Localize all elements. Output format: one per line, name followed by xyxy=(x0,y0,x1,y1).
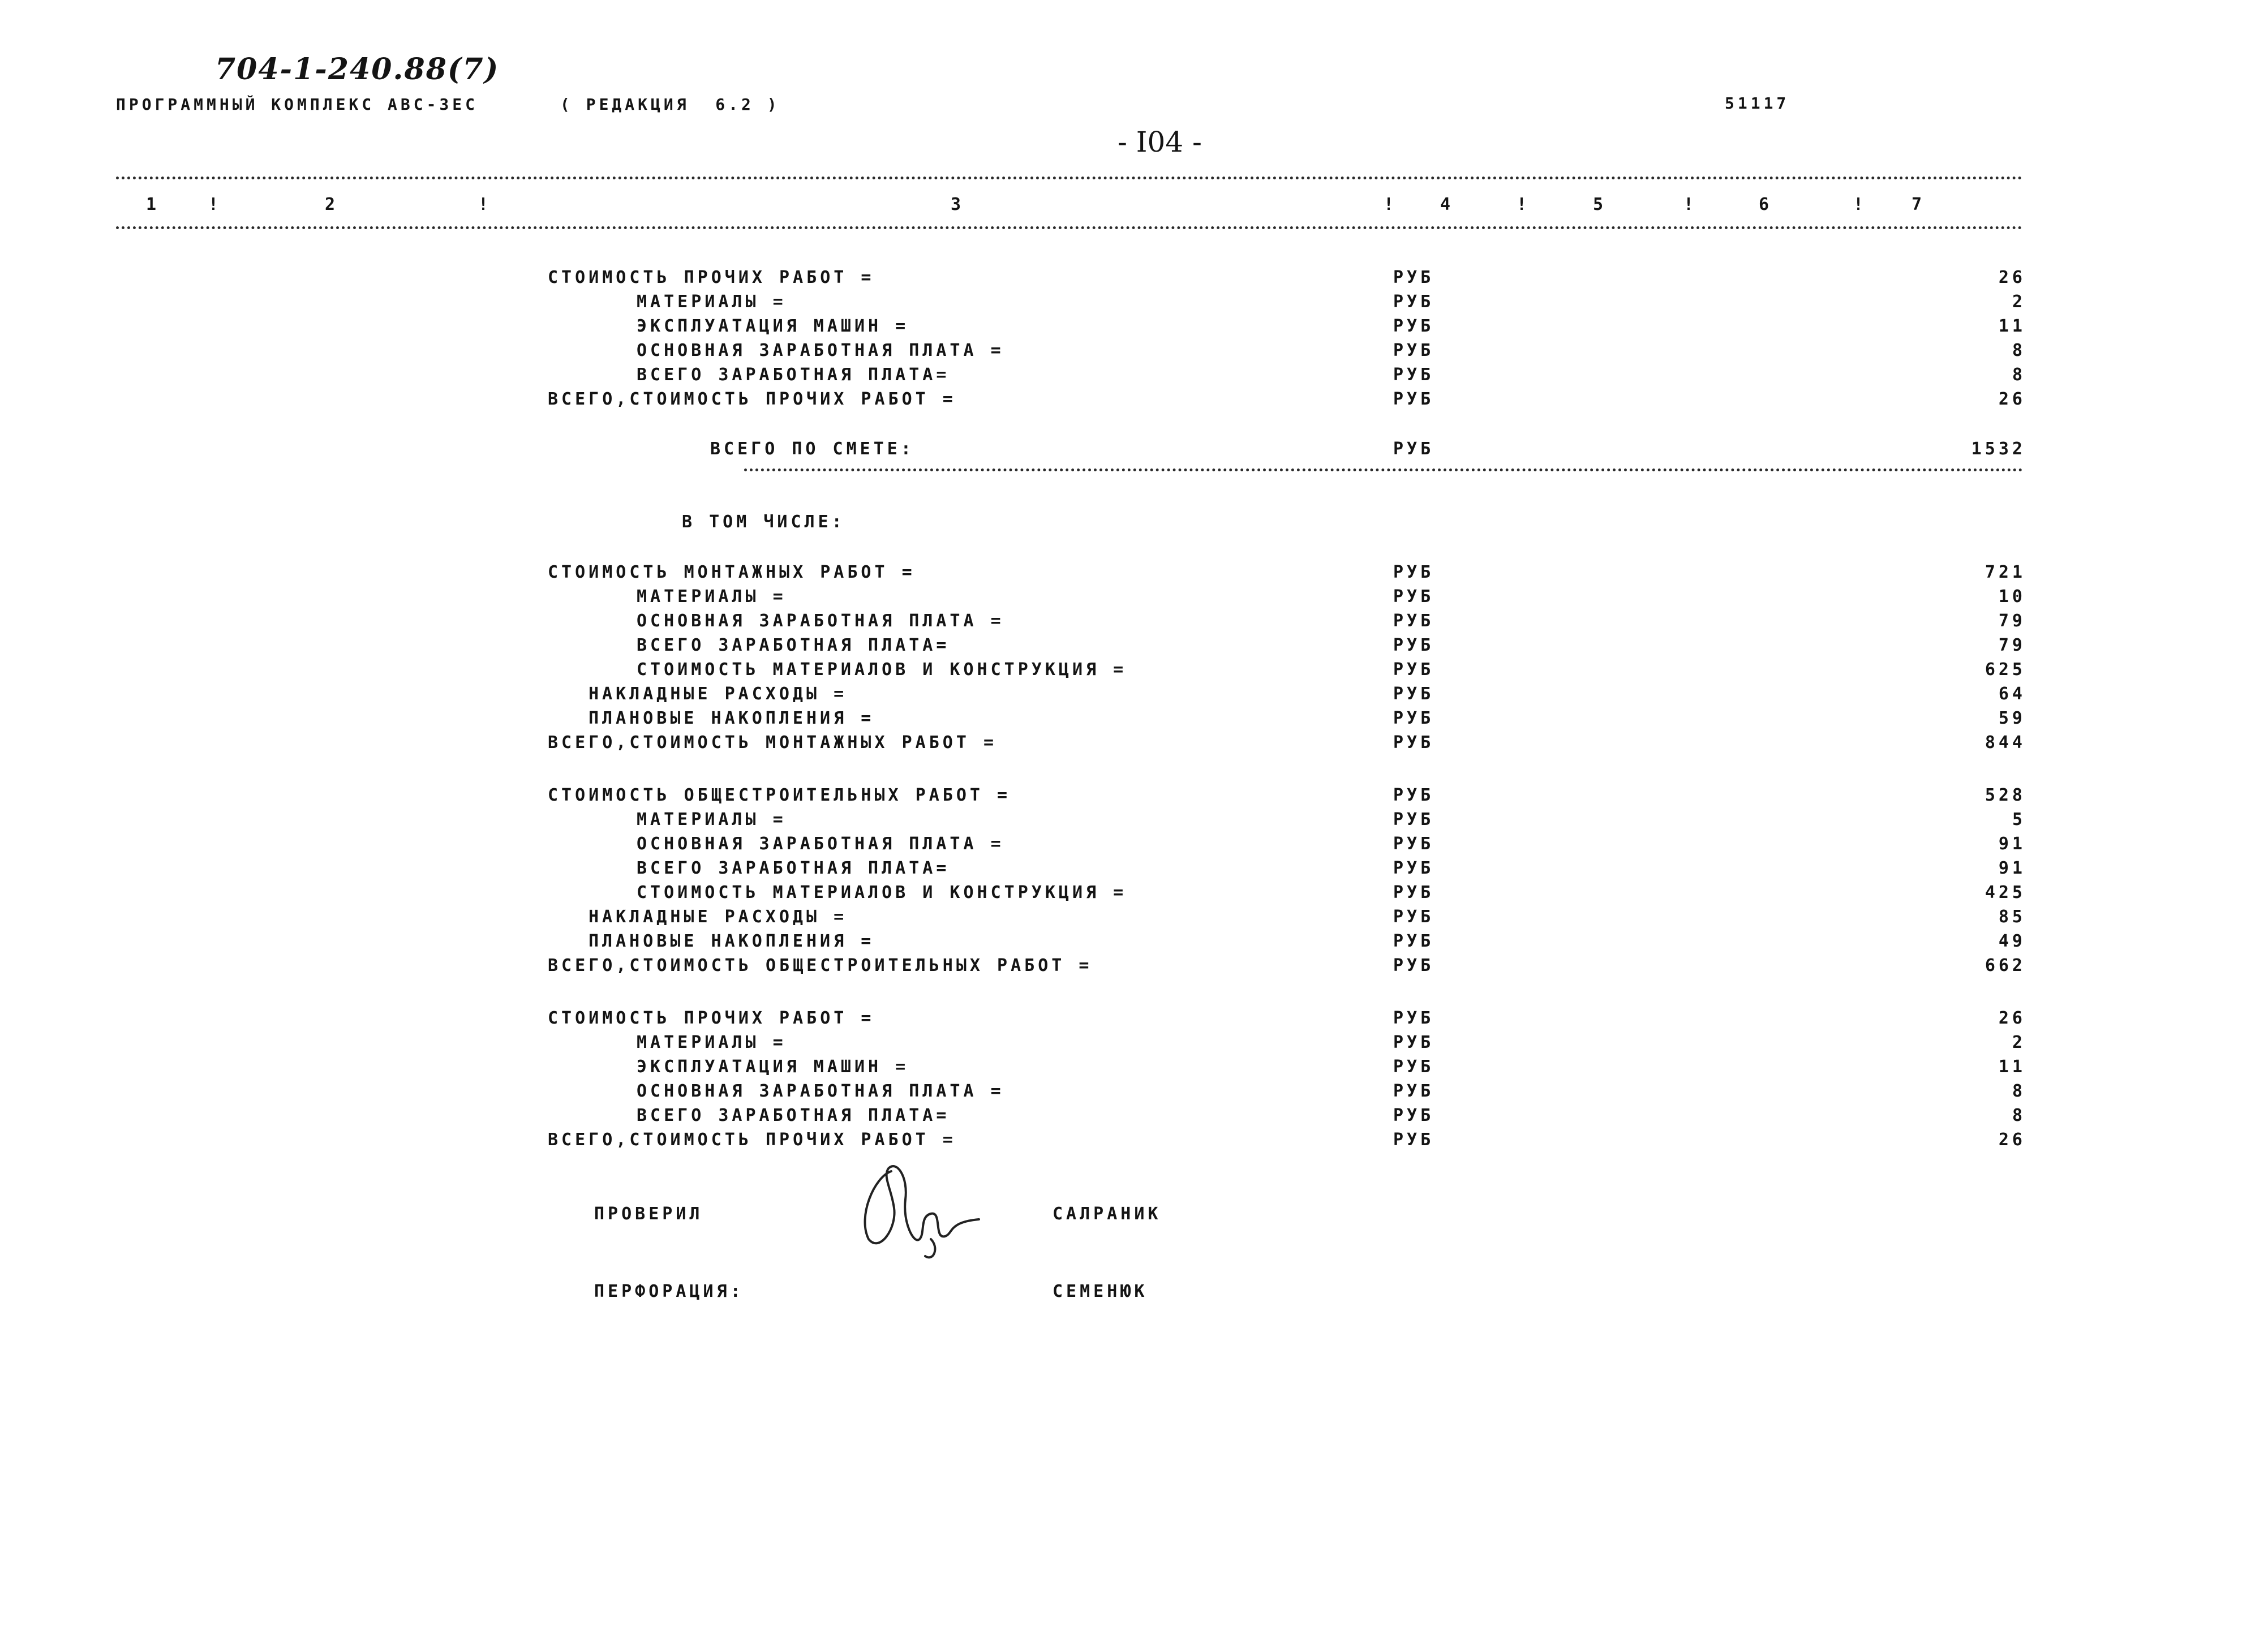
unit-cell: РУБ xyxy=(1393,883,1434,902)
col-sep: ! xyxy=(1853,195,1867,214)
row-label: ВСЕГО,СТОИМОСТЬ ПРОЧИХ РАБОТ = xyxy=(548,389,956,409)
unit-cell: РУБ xyxy=(1393,733,1434,753)
unit-cell: РУБ xyxy=(1393,268,1434,287)
value-cell: 91 xyxy=(1998,858,2026,878)
row-label: ПЛАНОВЫЕ НАКОПЛЕНИЯ = xyxy=(589,931,875,951)
unit-cell: РУБ xyxy=(1393,1008,1434,1028)
row-label: ОСНОВНАЯ ЗАРАБОТНАЯ ПЛАТА = xyxy=(637,341,1004,360)
signature-image xyxy=(835,1154,987,1267)
row-label: МАТЕРИАЛЫ = xyxy=(637,810,787,829)
row-label: ВСЕГО ЗАРАБОТНАЯ ПЛАТА= xyxy=(637,365,950,385)
value-cell: 91 xyxy=(1998,834,2026,854)
value-cell: 26 xyxy=(1998,1130,2026,1150)
col-4: 4 xyxy=(1440,195,1454,214)
row-label: ОСНОВНАЯ ЗАРАБОТНАЯ ПЛАТА = xyxy=(637,611,1004,631)
col-sep: ! xyxy=(478,195,492,214)
value-cell: 2 xyxy=(2012,1033,2026,1052)
subheading: В ТОМ ЧИСЛЕ: xyxy=(682,512,845,532)
value-cell: 26 xyxy=(1998,389,2026,409)
row-label: СТОИМОСТЬ МОНТАЖНЫХ РАБОТ = xyxy=(548,562,916,582)
unit-cell: РУБ xyxy=(1393,439,1434,459)
page-number: - I04 - xyxy=(1118,126,1202,158)
value-cell: 5 xyxy=(2012,810,2026,829)
row-label: МАТЕРИАЛЫ = xyxy=(637,587,787,607)
col-sep: ! xyxy=(1384,195,1398,214)
value-cell: 721 xyxy=(1984,562,2026,582)
value-cell: 26 xyxy=(1998,268,2026,287)
col-sep: ! xyxy=(1683,195,1698,214)
value-cell: 8 xyxy=(2012,1106,2026,1125)
value-cell: 85 xyxy=(1998,907,2026,927)
perforation-name: СЕМЕНЮК xyxy=(1053,1282,1148,1301)
row-label: ВСЕГО ЗАРАБОТНАЯ ПЛАТА= xyxy=(637,858,950,878)
row-label: ВСЕГО,СТОИМОСТЬ МОНТАЖНЫХ РАБОТ = xyxy=(548,733,998,753)
top-rule xyxy=(116,177,2023,179)
total-rule xyxy=(744,469,2023,471)
value-cell: 2 xyxy=(2012,292,2026,312)
value-cell: 625 xyxy=(1984,660,2026,680)
unit-cell: РУБ xyxy=(1393,562,1434,582)
row-label: ВСЕГО ЗАРАБОТНАЯ ПЛАТА= xyxy=(637,635,950,655)
row-label: СТОИМОСТЬ МАТЕРИАЛОВ И КОНСТРУКЦИЯ = xyxy=(637,660,1127,680)
row-label: СТОИМОСТЬ ОБЩЕСТРОИТЕЛЬНЫХ РАБОТ = xyxy=(548,785,1011,805)
unit-cell: РУБ xyxy=(1393,1057,1434,1077)
checked-label: ПРОВЕРИЛ xyxy=(594,1204,703,1224)
row-label: ВСЕГО,СТОИМОСТЬ ПРОЧИХ РАБОТ = xyxy=(548,1130,956,1150)
handwritten-code: 704-1-240.88(7) xyxy=(215,52,500,87)
unit-cell: РУБ xyxy=(1393,785,1434,805)
row-label: ВСЕГО ЗАРАБОТНАЯ ПЛАТА= xyxy=(637,1106,950,1125)
unit-cell: РУБ xyxy=(1393,365,1434,385)
col-7: 7 xyxy=(1912,195,1926,214)
col-sep: ! xyxy=(208,195,222,214)
header-rule xyxy=(116,226,2023,229)
value-cell: 64 xyxy=(1998,684,2026,704)
unit-cell: РУБ xyxy=(1393,1130,1434,1150)
unit-cell: РУБ xyxy=(1393,907,1434,927)
value-cell: 79 xyxy=(1998,611,2026,631)
value-cell: 10 xyxy=(1998,587,2026,607)
row-label: СТОИМОСТЬ МАТЕРИАЛОВ И КОНСТРУКЦИЯ = xyxy=(637,883,1127,902)
value-cell: 11 xyxy=(1998,1057,2026,1077)
unit-cell: РУБ xyxy=(1393,1033,1434,1052)
total-label: ВСЕГО ПО СМЕТЕ: xyxy=(710,439,914,459)
unit-cell: РУБ xyxy=(1393,708,1434,728)
row-label: МАТЕРИАЛЫ = xyxy=(637,1033,787,1052)
unit-cell: РУБ xyxy=(1393,810,1434,829)
col-1: 1 xyxy=(146,195,160,214)
value-cell: 26 xyxy=(1998,1008,2026,1028)
value-cell: 49 xyxy=(1998,931,2026,951)
value-cell: 1532 xyxy=(1971,439,2026,459)
unit-cell: РУБ xyxy=(1393,660,1434,680)
unit-cell: РУБ xyxy=(1393,292,1434,312)
row-label: ЭКСПЛУАТАЦИЯ МАШИН = xyxy=(637,316,909,336)
row-label: ОСНОВНАЯ ЗАРАБОТНАЯ ПЛАТА = xyxy=(637,1081,1004,1101)
value-cell: 8 xyxy=(2012,341,2026,360)
unit-cell: РУБ xyxy=(1393,956,1434,975)
row-label: НАКЛАДНЫЕ РАСХОДЫ = xyxy=(589,907,848,927)
col-5: 5 xyxy=(1593,195,1607,214)
value-cell: 662 xyxy=(1984,956,2026,975)
unit-cell: РУБ xyxy=(1393,635,1434,655)
row-label: НАКЛАДНЫЕ РАСХОДЫ = xyxy=(589,684,848,704)
program-name: ПРОГРАММНЫЙ КОМПЛЕКС АВС-ЗЕС xyxy=(116,95,479,114)
row-label: ПЛАНОВЫЕ НАКОПЛЕНИЯ = xyxy=(589,708,875,728)
perforation-label: ПЕРФОРАЦИЯ: xyxy=(594,1282,744,1301)
value-cell: 8 xyxy=(2012,365,2026,385)
doc-number: 51117 xyxy=(1725,94,1790,113)
unit-cell: РУБ xyxy=(1393,611,1434,631)
value-cell: 844 xyxy=(1984,733,2026,753)
unit-cell: РУБ xyxy=(1393,858,1434,878)
unit-cell: РУБ xyxy=(1393,587,1434,607)
row-label: ВСЕГО,СТОИМОСТЬ ОБЩЕСТРОИТЕЛЬНЫХ РАБОТ = xyxy=(548,956,1093,975)
value-cell: 59 xyxy=(1998,708,2026,728)
row-label: ЭКСПЛУАТАЦИЯ МАШИН = xyxy=(637,1057,909,1077)
value-cell: 528 xyxy=(1984,785,2026,805)
unit-cell: РУБ xyxy=(1393,341,1434,360)
value-cell: 425 xyxy=(1984,883,2026,902)
col-sep: ! xyxy=(1517,195,1531,214)
unit-cell: РУБ xyxy=(1393,1106,1434,1125)
value-cell: 8 xyxy=(2012,1081,2026,1101)
unit-cell: РУБ xyxy=(1393,316,1434,336)
row-label: ОСНОВНАЯ ЗАРАБОТНАЯ ПЛАТА = xyxy=(637,834,1004,854)
unit-cell: РУБ xyxy=(1393,834,1434,854)
checked-name: САЛРАНИК xyxy=(1053,1204,1162,1224)
row-label: СТОИМОСТЬ ПРОЧИХ РАБОТ = xyxy=(548,268,875,287)
row-label: МАТЕРИАЛЫ = xyxy=(637,292,787,312)
edition: ( РЕДАКЦИЯ 6.2 ) xyxy=(560,95,780,114)
col-6: 6 xyxy=(1759,195,1773,214)
col-3: 3 xyxy=(951,195,965,214)
unit-cell: РУБ xyxy=(1393,931,1434,951)
unit-cell: РУБ xyxy=(1393,684,1434,704)
col-2: 2 xyxy=(325,195,339,214)
unit-cell: РУБ xyxy=(1393,389,1434,409)
row-label: СТОИМОСТЬ ПРОЧИХ РАБОТ = xyxy=(548,1008,875,1028)
value-cell: 79 xyxy=(1998,635,2026,655)
unit-cell: РУБ xyxy=(1393,1081,1434,1101)
value-cell: 11 xyxy=(1998,316,2026,336)
